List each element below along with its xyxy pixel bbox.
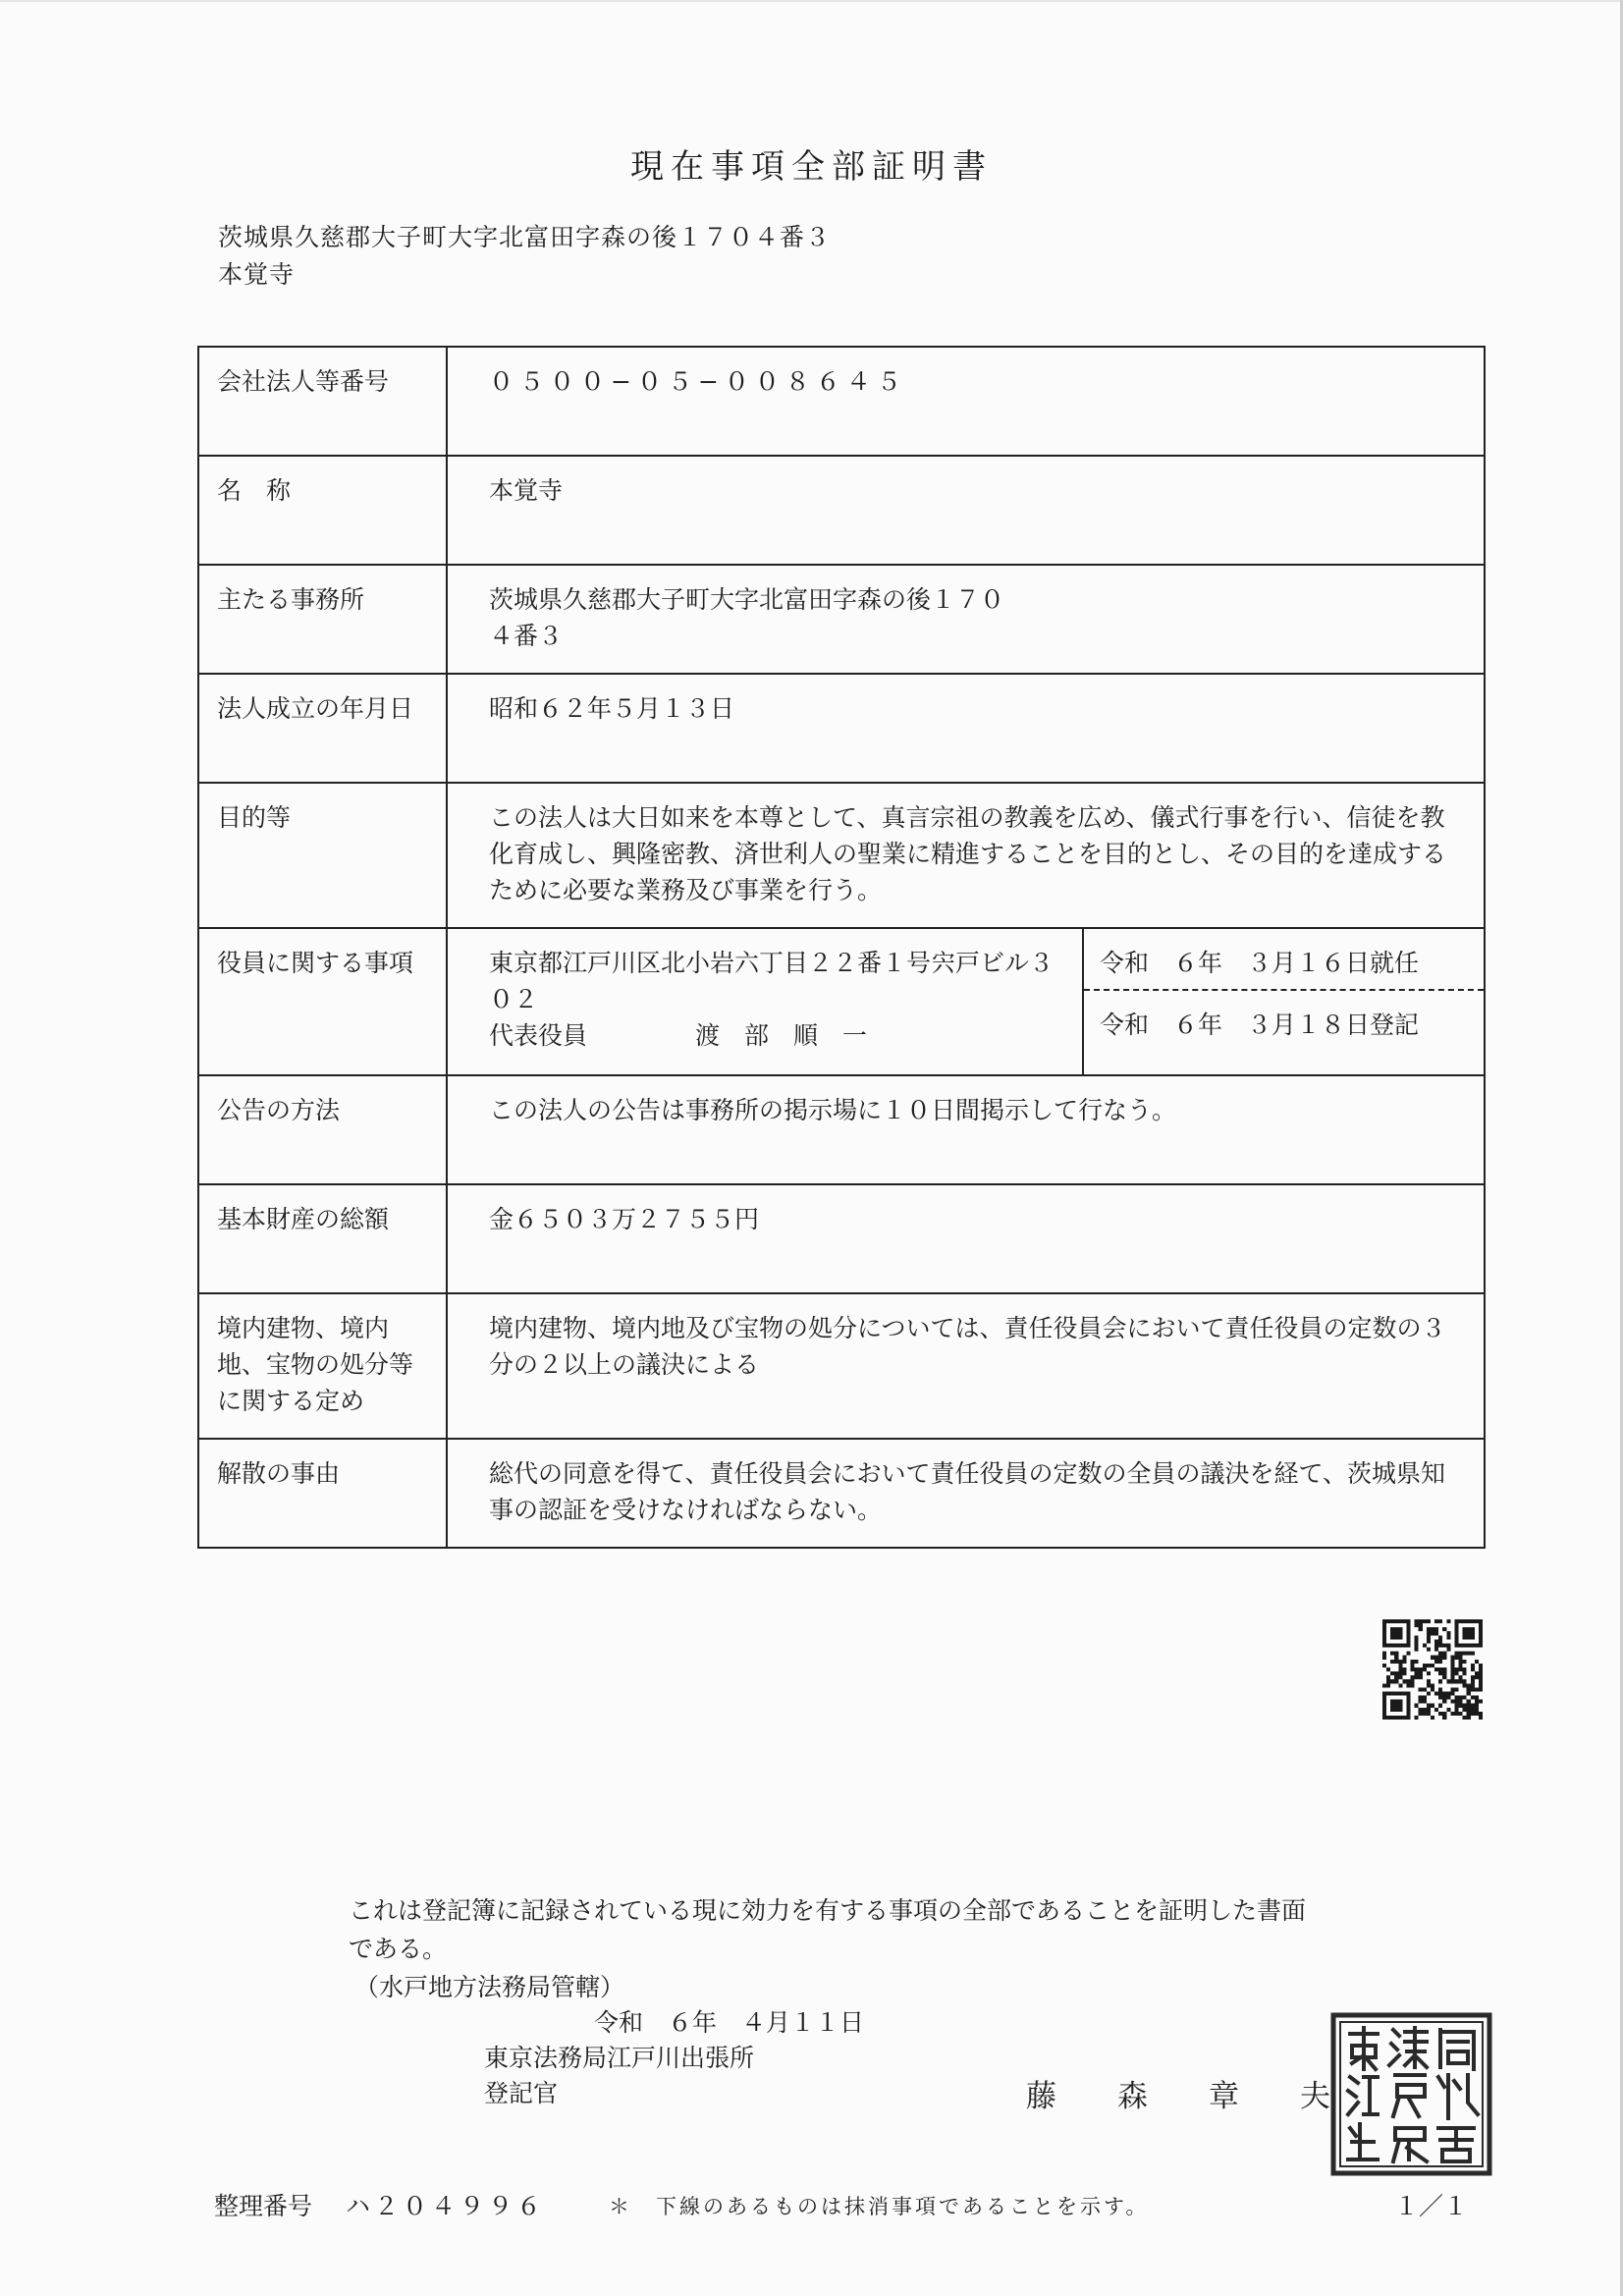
main-office: 茨城県久慈郡大子町大字北富田字森の後１７０ ４番３: [447, 565, 1485, 674]
corporate-name: 本覚寺: [447, 456, 1485, 565]
table-row: [198, 347, 1485, 456]
header-address: 茨城県久慈郡大子町大字北富田字森の後１７０４番３: [218, 223, 832, 251]
officer-dates: [1082, 929, 1484, 1074]
scan-top-edge: [0, 0, 1623, 2]
table-row: [198, 1293, 1485, 1439]
row-label: 名 称: [198, 456, 447, 565]
officer-cell: [447, 928, 1485, 1075]
officer-role-line: [489, 1017, 1072, 1054]
purpose: この法人は大日如来を本尊として、真言宗祖の教義を広め、儀式行事を行い、信徒を教化育成し、興隆密教、済世利人の聖業に精進することを目的とし、その目的を達成するために必要な業務及び事業を行う。: [447, 783, 1485, 928]
basic-property-total: 金６５０３万２７５５円: [447, 1184, 1485, 1293]
officer-title: 登記官: [484, 2079, 559, 2107]
jurisdiction: （水戸地方法務局管轄）: [354, 1973, 625, 2001]
officer-registered: 令和 ６年 ３月１８日登記: [1100, 1011, 1420, 1039]
officer-block: [448, 929, 1484, 1074]
dashed-separator: [1084, 989, 1484, 1007]
table-row: [198, 1075, 1485, 1184]
row-label: 公告の方法: [198, 1075, 447, 1184]
qr-code-icon: [1382, 1619, 1483, 1720]
table-row: [198, 1439, 1485, 1548]
row-label: 基本財産の総額: [198, 1184, 447, 1293]
certification-statement: これは登記簿に記録されている現に効力を有する事項の全部であることを証明した書面である。: [349, 1896, 1307, 1963]
dissolution-reason: 総代の同意を得て、責任役員会において責任役員の定数の全員の議決を経て、茨城県知事の認証を受けなければならない。: [447, 1439, 1485, 1548]
row-label: 法人成立の年月日: [198, 674, 447, 783]
row-label: 主たる事務所: [198, 565, 447, 674]
public-notice-method: この法人の公告は事務所の掲示場に１０日間掲示して行なう。: [447, 1075, 1485, 1184]
officer-role: 代表役員: [489, 1021, 588, 1050]
header-name: 本覚寺: [218, 260, 296, 289]
reference-label: 整理番号: [214, 2192, 313, 2220]
officer-appointed: 令和 ６年 ３月１６日就任: [1100, 949, 1420, 977]
property-disposal-rules: 境内建物、境内地及び宝物の処分については、責任役員会において責任役員の定数の３分の２以上の議決による: [447, 1293, 1485, 1439]
table-row: [198, 928, 1485, 1075]
issuing-office: 東京法務局江戸川出張所: [484, 2044, 755, 2072]
officer-details: [448, 929, 1082, 1074]
row-label: 境内建物、境内地、宝物の処分等に関する定め: [198, 1293, 447, 1439]
strikethrough-note: ＊ 下線のあるものは抹消事項であることを示す。: [609, 2195, 1150, 2218]
officer-address: 東京都江戸川区北小岩六丁目２２番１号宍戸ビル３０２: [489, 949, 1055, 1013]
row-label: 役員に関する事項: [198, 928, 447, 1075]
table-row: [198, 565, 1485, 674]
table-row: [198, 1184, 1485, 1293]
table-row: [198, 456, 1485, 565]
table-row: [198, 783, 1485, 928]
table-row: [198, 674, 1485, 783]
document-title: 現在事項全部証明書: [630, 147, 993, 187]
officer-name: 渡 部 順 一: [695, 1021, 868, 1050]
corporate-number: ０５００−０５−００８６４５: [447, 347, 1485, 456]
establishment-date: 昭和６２年５月１３日: [447, 674, 1485, 783]
official-seal-stamp: [1330, 2012, 1492, 2176]
row-label: 解散の事由: [198, 1439, 447, 1548]
page-number: １／１: [1394, 2192, 1469, 2220]
registrar-name: 藤 森 章 夫: [1026, 2079, 1330, 2114]
issue-date: 令和 ６年 ４月１１日: [594, 2008, 865, 2037]
registry-table: [197, 346, 1486, 1549]
reference-number: ハ２０４９９６: [346, 2192, 546, 2220]
row-label: 会社法人等番号: [198, 347, 447, 456]
row-label: 目的等: [198, 783, 447, 928]
